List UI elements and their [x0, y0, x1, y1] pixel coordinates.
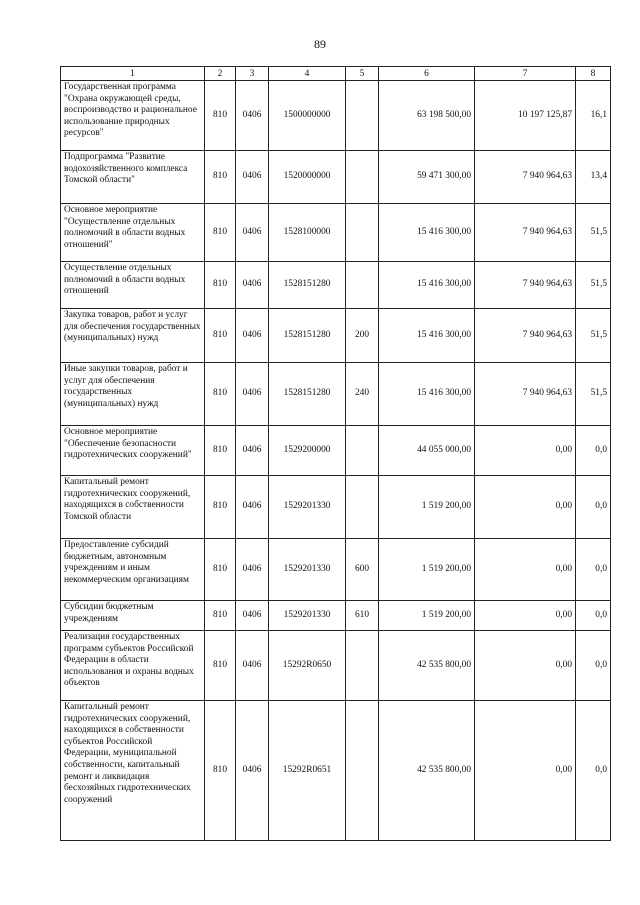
percent-cell: 0,0 — [576, 539, 611, 601]
expense-type-cell — [346, 204, 379, 262]
actual-amount-cell: 7 940 964,63 — [475, 151, 576, 204]
percent-cell: 51,5 — [576, 262, 611, 309]
grbs-code-cell: 810 — [205, 539, 236, 601]
actual-amount-cell: 0,00 — [475, 601, 576, 631]
header-cell: 3 — [236, 67, 269, 81]
table-row — [61, 81, 611, 151]
header-row — [61, 67, 611, 81]
row-name-cell: Подпрограмма "Развитие водохозяйственного комплекса Томской области" — [61, 151, 205, 204]
target-article-cell: 1528151280 — [269, 262, 346, 309]
target-article-cell: 1529201330 — [269, 539, 346, 601]
section-code-cell: 0406 — [236, 701, 269, 841]
actual-amount-cell: 0,00 — [475, 631, 576, 701]
row-name-cell: Осуществление отдельных полномочий в области водных отношений — [61, 262, 205, 309]
planned-amount-cell: 42 535 800,00 — [379, 631, 475, 701]
planned-amount-cell: 42 535 800,00 — [379, 701, 475, 841]
section-code-cell: 0406 — [236, 309, 269, 363]
row-name-cell: Субсидии бюджетным учреждениям — [61, 601, 205, 631]
grbs-code-cell: 810 — [205, 631, 236, 701]
page-number: 89 — [314, 37, 326, 51]
percent-cell: 0,0 — [576, 476, 611, 539]
target-article-cell: 1500000000 — [269, 81, 346, 151]
table-row — [61, 151, 611, 204]
section-code-cell: 0406 — [236, 601, 269, 631]
planned-amount-cell: 44 055 000,00 — [379, 426, 475, 476]
expense-type-cell — [346, 426, 379, 476]
table-row — [61, 204, 611, 262]
table-row — [61, 262, 611, 309]
section-code-cell: 0406 — [236, 631, 269, 701]
percent-cell: 51,5 — [576, 363, 611, 426]
table-row — [61, 631, 611, 701]
percent-cell: 16,1 — [576, 81, 611, 151]
target-article-cell: 1529201330 — [269, 601, 346, 631]
grbs-code-cell: 810 — [205, 426, 236, 476]
expense-type-cell — [346, 81, 379, 151]
grbs-code-cell: 810 — [205, 476, 236, 539]
budget-table — [60, 66, 611, 841]
expense-type-cell — [346, 151, 379, 204]
planned-amount-cell: 15 416 300,00 — [379, 363, 475, 426]
percent-cell: 0,0 — [576, 601, 611, 631]
actual-amount-cell: 0,00 — [475, 426, 576, 476]
target-article-cell: 1520000000 — [269, 151, 346, 204]
target-article-cell: 1529200000 — [269, 426, 346, 476]
grbs-code-cell: 810 — [205, 363, 236, 426]
section-code-cell: 0406 — [236, 262, 269, 309]
row-name-cell: Капитальный ремонт гидротехнических сооружений, находящихся в собственности субъектов Российской Федерации, муниципальной собственности, капитальный ремонт и ликвидация бесхозяйных гидротехнических сооружений — [61, 701, 205, 841]
section-code-cell: 0406 — [236, 204, 269, 262]
header-cell: 5 — [346, 67, 379, 81]
row-name-cell: Закупка товаров, работ и услуг для обеспечения государственных (муниципальных) нужд — [61, 309, 205, 363]
planned-amount-cell: 63 198 500,00 — [379, 81, 475, 151]
actual-amount-cell: 7 940 964,63 — [475, 363, 576, 426]
grbs-code-cell: 810 — [205, 701, 236, 841]
table-header — [61, 67, 611, 81]
grbs-code-cell: 810 — [205, 204, 236, 262]
row-name-cell: Реализация государственных программ субъектов Российской Федерации в области использования и охраны водных объектов — [61, 631, 205, 701]
row-name-cell: Основное мероприятие "Осуществление отдельных полномочий в области водных отношений" — [61, 204, 205, 262]
expense-type-cell — [346, 701, 379, 841]
grbs-code-cell: 810 — [205, 151, 236, 204]
expense-type-cell — [346, 262, 379, 309]
actual-amount-cell: 0,00 — [475, 476, 576, 539]
planned-amount-cell: 1 519 200,00 — [379, 539, 475, 601]
percent-cell: 13,4 — [576, 151, 611, 204]
header-cell: 7 — [475, 67, 576, 81]
row-name-cell: Иные закупки товаров, работ и услуг для обеспечения государственных (муниципальных) нужд — [61, 363, 205, 426]
planned-amount-cell: 1 519 200,00 — [379, 601, 475, 631]
actual-amount-cell: 7 940 964,63 — [475, 204, 576, 262]
actual-amount-cell: 10 197 125,87 — [475, 81, 576, 151]
header-cell: 2 — [205, 67, 236, 81]
section-code-cell: 0406 — [236, 151, 269, 204]
grbs-code-cell: 810 — [205, 309, 236, 363]
percent-cell: 51,5 — [576, 204, 611, 262]
actual-amount-cell: 0,00 — [475, 539, 576, 601]
expense-type-cell: 610 — [346, 601, 379, 631]
target-article-cell: 15292R0650 — [269, 631, 346, 701]
grbs-code-cell: 810 — [205, 262, 236, 309]
grbs-code-cell: 810 — [205, 81, 236, 151]
expense-type-cell: 200 — [346, 309, 379, 363]
table-row — [61, 309, 611, 363]
header-cell: 6 — [379, 67, 475, 81]
target-article-cell: 1528100000 — [269, 204, 346, 262]
expense-type-cell — [346, 476, 379, 539]
section-code-cell: 0406 — [236, 476, 269, 539]
target-article-cell: 15292R0651 — [269, 701, 346, 841]
section-code-cell: 0406 — [236, 81, 269, 151]
actual-amount-cell: 0,00 — [475, 701, 576, 841]
section-code-cell: 0406 — [236, 363, 269, 426]
percent-cell: 0,0 — [576, 631, 611, 701]
planned-amount-cell: 15 416 300,00 — [379, 309, 475, 363]
row-name-cell: Капитальный ремонт гидротехнических сооружений, находящихся в собственности Томской области — [61, 476, 205, 539]
percent-cell: 51,5 — [576, 309, 611, 363]
planned-amount-cell: 1 519 200,00 — [379, 476, 475, 539]
section-code-cell: 0406 — [236, 426, 269, 476]
table-row — [61, 601, 611, 631]
row-name-cell: Основное мероприятие "Обеспечение безопасности гидротехнических сооружений" — [61, 426, 205, 476]
table-row — [61, 426, 611, 476]
target-article-cell: 1528151280 — [269, 309, 346, 363]
table-row — [61, 363, 611, 426]
planned-amount-cell: 15 416 300,00 — [379, 204, 475, 262]
section-code-cell: 0406 — [236, 539, 269, 601]
planned-amount-cell: 59 471 300,00 — [379, 151, 475, 204]
planned-amount-cell: 15 416 300,00 — [379, 262, 475, 309]
grbs-code-cell: 810 — [205, 601, 236, 631]
percent-cell: 0,0 — [576, 426, 611, 476]
table-body — [61, 81, 611, 841]
header-cell: 1 — [61, 67, 205, 81]
target-article-cell: 1529201330 — [269, 476, 346, 539]
row-name-cell: Предоставление субсидий бюджетным, автономным учреждениям и иным некоммерческим организациям — [61, 539, 205, 601]
percent-cell: 0,0 — [576, 701, 611, 841]
expense-type-cell: 600 — [346, 539, 379, 601]
table-row — [61, 539, 611, 601]
table-row — [61, 476, 611, 539]
expense-type-cell: 240 — [346, 363, 379, 426]
table-row — [61, 701, 611, 841]
row-name-cell: Государственная программа "Охрана окружающей среды, воспроизводство и рациональное использование природных ресурсов" — [61, 81, 205, 151]
expense-type-cell — [346, 631, 379, 701]
target-article-cell: 1528151280 — [269, 363, 346, 426]
actual-amount-cell: 7 940 964,63 — [475, 309, 576, 363]
header-cell: 4 — [269, 67, 346, 81]
header-cell: 8 — [576, 67, 611, 81]
actual-amount-cell: 7 940 964,63 — [475, 262, 576, 309]
